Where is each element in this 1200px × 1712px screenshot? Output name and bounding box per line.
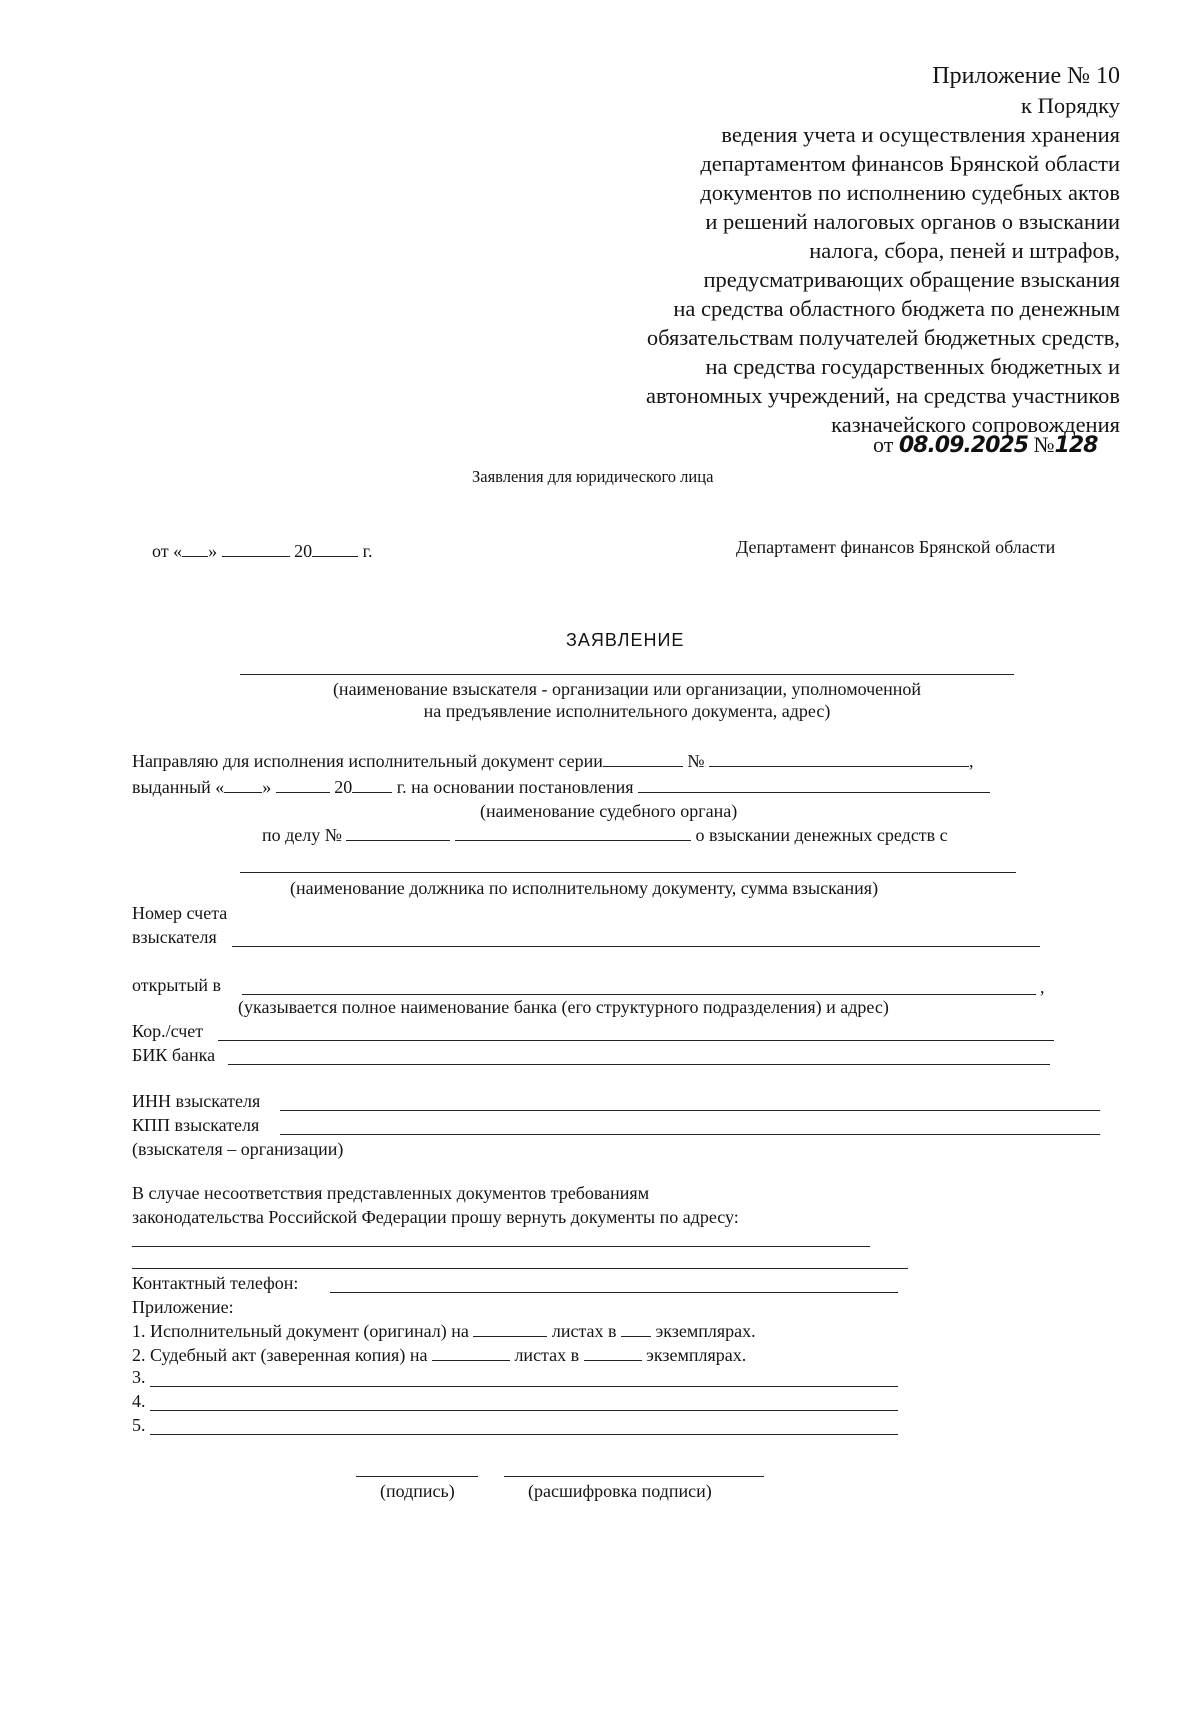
header-line: предусматривающих обращение взыскания xyxy=(703,267,1120,292)
bik-field[interactable] xyxy=(228,1064,1050,1065)
month-field[interactable] xyxy=(222,540,290,557)
account-label-2: взыскателя xyxy=(132,927,217,947)
issued-year-field[interactable] xyxy=(352,776,392,793)
court-field[interactable] xyxy=(638,776,990,793)
attachment-number: 5. xyxy=(132,1415,146,1435)
header-line: на средства государственных бюджетных и xyxy=(705,354,1120,379)
header-line: казначейского сопровождения xyxy=(831,412,1120,437)
day-field[interactable] xyxy=(182,540,208,557)
debtor-field[interactable] xyxy=(240,872,1016,873)
corr-account-field[interactable] xyxy=(218,1040,1054,1041)
issued-month-field[interactable] xyxy=(276,776,330,793)
kpp-field[interactable] xyxy=(280,1134,1100,1135)
application-date-line: от « » 20 г. xyxy=(152,541,373,561)
number-sign: № xyxy=(1033,432,1055,457)
attachment-2-sheets-field[interactable] xyxy=(432,1344,510,1361)
series-field[interactable] xyxy=(603,750,683,767)
claimant-name-field[interactable] xyxy=(240,674,1014,675)
phone-field[interactable] xyxy=(330,1292,898,1293)
attachment-4-field[interactable] xyxy=(150,1410,898,1411)
issued-line: выданный « » 20 г. на основании постановления xyxy=(132,776,990,798)
inn-field[interactable] xyxy=(280,1110,1100,1111)
bank-label: открытый в xyxy=(132,975,222,995)
attachments-label: Приложение: xyxy=(132,1297,234,1317)
account-field[interactable] xyxy=(232,946,1040,947)
return-address-field-1[interactable] xyxy=(132,1246,870,1247)
attachment-5-field[interactable] xyxy=(150,1434,898,1435)
recipient: Департамент финансов Брянской области xyxy=(736,537,1056,557)
doc-number-field[interactable] xyxy=(709,750,969,767)
handwritten-date: 08.09.2025 xyxy=(898,433,1029,458)
account-label-1: Номер счета xyxy=(132,903,228,923)
form-subtitle: Заявления для юридического лица xyxy=(472,467,714,486)
signature-decode-field[interactable] xyxy=(504,1476,764,1477)
case-number-field[interactable] xyxy=(346,824,450,841)
signature-caption: (подпись) xyxy=(380,1481,455,1501)
header-line: Приложение № 10 xyxy=(932,63,1120,89)
document-title: ЗАЯВЛЕНИЕ xyxy=(566,630,685,650)
header-line: на средства областного бюджета по денежным xyxy=(673,296,1120,321)
from-prefix: от xyxy=(873,432,894,457)
header-line: департаментом финансов Брянской области xyxy=(700,151,1120,176)
decode-caption: (расшифровка подписи) xyxy=(528,1481,712,1501)
exec-doc-line: Направляю для исполнения исполнительный документ серии № , xyxy=(132,751,974,771)
signature-field[interactable] xyxy=(356,1476,478,1477)
phone-label: Контактный телефон: xyxy=(132,1273,299,1293)
attachment-item: 2. Судебный акт (заверенная копия) на листах в экземплярах. xyxy=(132,1345,747,1365)
attachment-3-field[interactable] xyxy=(150,1386,898,1387)
handwritten-number: 128 xyxy=(1054,433,1098,458)
header-line: к Порядку xyxy=(1021,93,1120,118)
attachment-1-sheets-field[interactable] xyxy=(473,1320,547,1337)
bik-label: БИК банка xyxy=(132,1045,216,1065)
attachment-number: 4. xyxy=(132,1391,146,1411)
year-field[interactable] xyxy=(312,540,358,557)
appendix-header xyxy=(646,62,1120,439)
org-note: (взыскателя – организации) xyxy=(132,1139,344,1159)
bank-comma: , xyxy=(1040,977,1045,997)
header-line: автономных учреждений, на средства участников xyxy=(645,383,1120,408)
claimant-caption: (наименование взыскателя - организации или организации, уполномоченной на предъявление исполнительного документа, адрес) xyxy=(332,679,922,721)
header-line: налога, сбора, пеней и штрафов, xyxy=(809,238,1120,263)
header-line: обязательствам получателей бюджетных средств, xyxy=(646,325,1120,350)
header-line: документов по исполнению судебных актов xyxy=(700,180,1120,205)
case-line: по делу № о взыскании денежных средств с xyxy=(262,825,948,845)
return-address-field-2[interactable] xyxy=(132,1268,908,1269)
case-number-extra-field[interactable] xyxy=(455,824,691,841)
inn-label: ИНН взыскателя xyxy=(132,1091,261,1111)
attachment-1-copies-field[interactable] xyxy=(621,1320,651,1337)
attachment-number: 3. xyxy=(132,1367,146,1387)
attachment-item: 1. Исполнительный документ (оригинал) на листах в экземплярах. xyxy=(132,1321,756,1341)
header-line: и решений налоговых органов о взыскании xyxy=(705,209,1120,234)
corr-account-label: Кор./счет xyxy=(132,1021,204,1041)
debtor-caption: (наименование должника по исполнительному документу, сумма взыскания) xyxy=(290,878,879,898)
court-caption: (наименование судебного органа) xyxy=(480,801,738,821)
issued-day-field[interactable] xyxy=(224,776,262,793)
approval-date-number xyxy=(873,432,1097,458)
attachment-2-copies-field[interactable] xyxy=(584,1344,642,1361)
return-text: В случае несоответствия представленных документов требованиям законодательства Российской Федерации прошу вернуть документы по адресу: xyxy=(132,1183,739,1227)
header-line: ведения учета и осуществления хранения xyxy=(721,122,1120,147)
bank-caption: (указывается полное наименование банка (его структурного подразделения) и адрес) xyxy=(238,997,889,1017)
bank-field[interactable] xyxy=(242,994,1036,995)
kpp-label: КПП взыскателя xyxy=(132,1115,260,1135)
